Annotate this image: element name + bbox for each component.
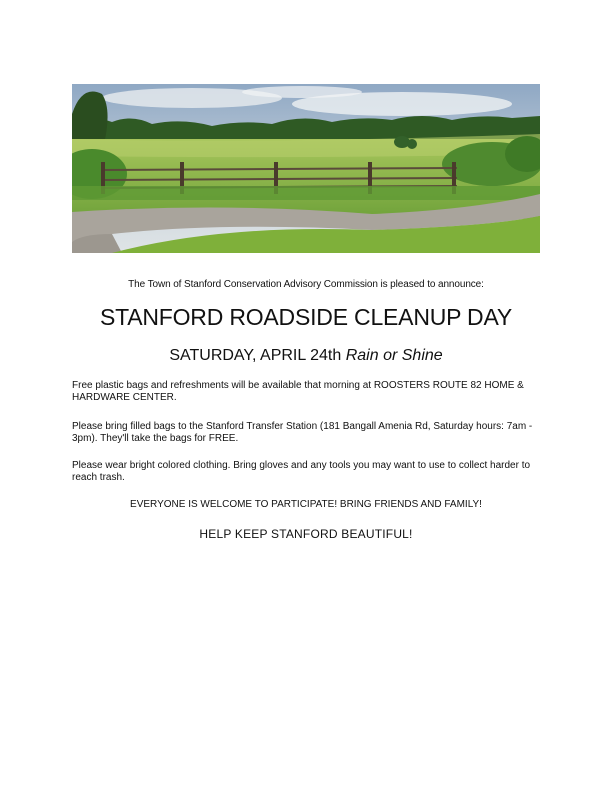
closing-slogan: HELP KEEP STANFORD BEAUTIFUL! (199, 527, 413, 541)
event-title: STANFORD ROADSIDE CLEANUP DAY (99, 304, 513, 330)
meadow-fence-photo (72, 84, 540, 253)
event-day: SATURDAY, APRIL 24th (169, 347, 342, 364)
intro-text: The Town of Stanford Conservation Advisory Commission is pleased to announce: (128, 279, 484, 290)
rain-or-shine-note: Rain or Shine (345, 347, 443, 364)
transfer-station-paragraph: Please bring filled bags to the Stanford Transfer Station (181 Bangall Amenia Rd, Saturday hours: 7am - 3pm). They'll take the bags for FREE. (72, 421, 533, 444)
clothing-tools-paragraph: Please wear bright colored clothing. Bring gloves and any tools you may want to use to collect harder to reach trash. (72, 460, 531, 483)
bags-refreshments-paragraph: Free plastic bags and refreshments will be available that morning at ROOSTERS ROUTE 82 HOME & HARDWARE CENTER. (72, 380, 524, 403)
event-date (0, 347, 612, 365)
everyone-welcome-line: EVERYONE IS WELCOME TO PARTICIPATE! BRING FRIENDS AND FAMILY! (130, 499, 482, 510)
